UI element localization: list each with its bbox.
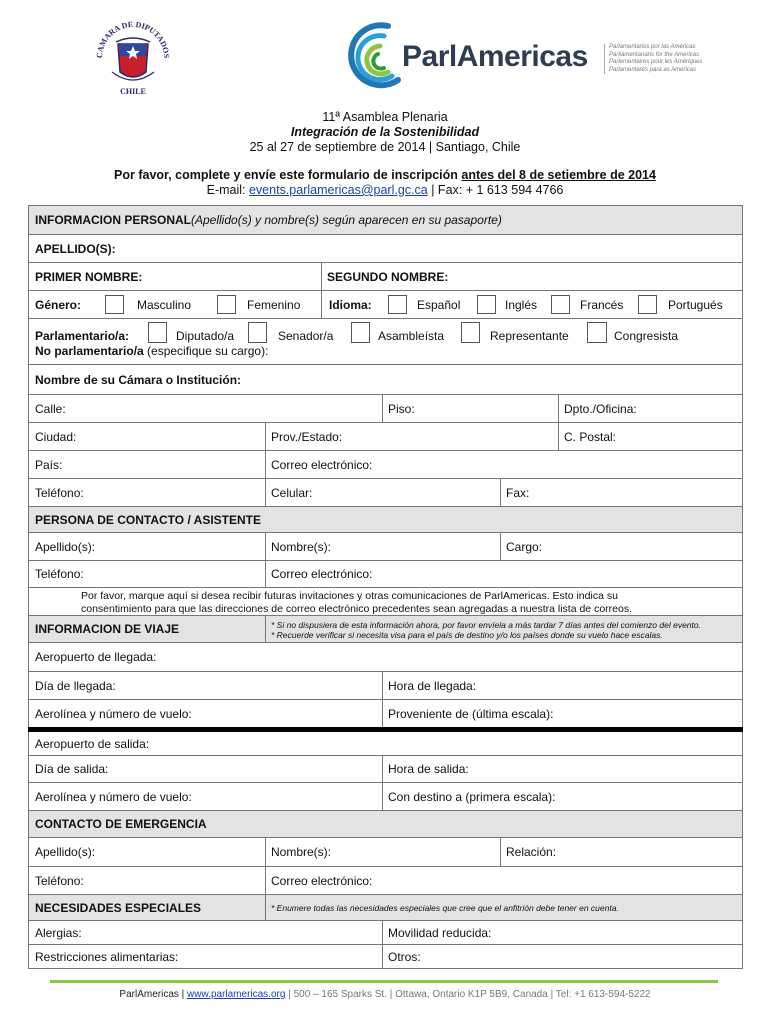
row-ciudad [29,423,742,451]
camara-seal-logo [92,14,174,98]
section-especiales-header: NECESIDADES ESPECIALES * Enumere todas las necesidades especiales que cree que el anfitrión debe tener en cuenta. [29,895,742,921]
seal-country: CHILE [120,87,146,96]
row-apellidos[interactable]: APELLIDO(S): [29,235,742,263]
email-link[interactable]: events.parlamericas@parl.gc.ca [248,183,428,197]
swirl-icon [348,20,404,92]
dia-llegada-field[interactable]: Día de llegada: [35,678,116,693]
section-contacto-header: PERSONA DE CONTACTO / ASISTENTE [29,507,742,533]
section-viaje-header: INFORMACION DE VIAJE * Si no dispusiera de esta información ahora, por favor envíela a más tardar 7 días antes del comienzo del evento. * Recuerde verificar si necesita visa para el país de destino y/o los países donde su vuelo hace escalas. [29,616,742,643]
congresista-checkbox[interactable] [587,322,607,343]
instructions: Por favor, complete y envíe este formulario de inscripción antes del 8 de setiembre de 2014 E-mail: events.parlamericas@parl.gc.ca | Fax: + 1 613 594 4766 [114,168,656,197]
row-aerolinea-llegada [29,700,742,727]
footer: ParlAmericas | www.parlamericas.org | 500 – 165 Sparks St. | Ottawa, Ontario K1P 5B9, Canada | Tel: +1 613-594-5222 [119,989,651,1000]
emergencia-relacion-field[interactable]: Relación: [506,845,557,859]
pais-field[interactable]: País: [35,457,63,472]
row-direccion [29,395,742,423]
destino-field[interactable]: Con destino a (primera escala): [388,789,556,804]
row-salida [29,756,742,783]
postal-field[interactable]: C. Postal: [564,429,617,444]
row-pais [29,451,742,479]
row-aerolinea-salida [29,783,742,811]
row-aeropuerto-salida[interactable]: Aeropuerto de salida: [29,732,742,756]
calle-field[interactable]: Calle: [35,401,66,416]
portugues-checkbox[interactable] [638,295,657,314]
row-contacto-nombre [29,533,742,561]
row-restricciones [29,945,742,968]
especiales-note: * Enumere todas las necesidades especiales que cree que el anfitrión debe tener en cuenta. [271,902,619,913]
event-theme: Integración de la Sostenibilidad [290,125,480,139]
contacto-nombres-field[interactable]: Nombre(s): [271,539,332,554]
section-emergencia-header: CONTACTO DE EMERGENCIA [29,811,742,838]
movilidad-field[interactable]: Movilidad reducida: [388,925,492,940]
proveniente-field[interactable]: Proveniente de (última escala): [388,706,554,721]
contacto-apellidos-field[interactable]: Apellido(s): [35,539,96,554]
alergias-field[interactable]: Alergias: [35,925,82,940]
prov-field[interactable]: Prov./Estado: [271,429,343,444]
restricciones-field[interactable]: Restricciones alimentarias: [35,949,179,964]
row-contacto-telefono [29,561,742,588]
row-emergencia-nombre [29,838,742,867]
row-aeropuerto-llegada[interactable]: Aeropuerto de llegada: [29,643,742,672]
consent-text: Por favor, marque aquí si desea recibir futuras invitaciones y otras comunicaciones de ParlAmericas. Esto indica su consentimiento para que las direcciones de correo electrónico precedentes sean agregadas a nuestra lista de correos. [81,590,632,615]
piso-field[interactable]: Piso: [388,401,415,416]
row-genero-idioma: Género: Masculino Femenino Idioma: Español Inglés Francés Portugués [29,291,742,319]
femenino-checkbox[interactable] [217,295,236,314]
row-telefono [29,479,742,507]
frances-checkbox[interactable] [551,295,570,314]
row-camara[interactable]: Nombre de su Cámara o Institución: [29,365,742,395]
ingles-checkbox[interactable] [477,295,496,314]
diputado-checkbox[interactable] [148,322,167,343]
viaje-notes: * Si no dispusiera de esta información ahora, por favor envíela a más tardar 7 días antes del comienzo del evento. * Recuerde verificar si necesita visa para el país de destino y/o los países donde su vuelo hace escalas. [271,620,701,640]
emergencia-correo-field[interactable]: Correo electrónico: [271,873,373,888]
contacto-telefono-field[interactable]: Teléfono: [35,567,84,581]
website-link[interactable]: www.parlamericas.org [187,989,286,1000]
row-emergencia-telefono [29,867,742,895]
contacto-cargo-field[interactable]: Cargo: [506,539,543,554]
senador-checkbox[interactable] [248,322,267,343]
aerolinea-salida-field[interactable]: Aerolínea y número de vuelo: [35,789,192,804]
section-personal-header: INFORMACION PERSONAL (Apellido(s) y nombre(s) según aparecen en su pasaporte) [29,206,742,235]
registration-form [28,205,743,969]
emergencia-nombres-field[interactable]: Nombre(s): [271,845,332,859]
asambleista-checkbox[interactable] [351,322,370,343]
footer-divider [50,980,718,983]
segundo-nombre-field[interactable]: SEGUNDO NOMBRE: [327,269,449,284]
fax-field[interactable]: Fax: [506,485,530,500]
emergencia-apellidos-field[interactable]: Apellido(s): [35,845,96,859]
correo-field[interactable]: Correo electrónico: [271,457,373,472]
telefono-field[interactable]: Teléfono: [35,485,84,500]
otros-field[interactable]: Otros: [388,949,421,964]
logo-taglines: Parlamentarios por las Américas Parliamentarians for the Americas Parlementaires pour les Amériques Parlamentares para as Americas [604,44,703,74]
event-title [0,110,770,155]
contacto-correo-field[interactable]: Correo electrónico: [271,567,373,581]
emergencia-telefono-field[interactable]: Teléfono: [35,873,84,888]
espanol-checkbox[interactable] [388,295,407,314]
logo-name: ParlAmericas [402,40,588,73]
row-parlamentario: Parlamentario/a: Diputado/a Senador/a Asambleísta Representante Congresista No parlamentario/a (especifique su cargo): [29,319,742,365]
row-consentimiento[interactable] [29,588,742,616]
primer-nombre-field[interactable]: PRIMER NOMBRE: [35,269,143,284]
ciudad-field[interactable]: Ciudad: [35,429,77,444]
hora-llegada-field[interactable]: Hora de llegada: [388,678,477,693]
event-dates: 25 al 27 de septiembre de 2014 | Santiago, Chile [249,140,521,154]
event-assembly: 11ª Asamblea Plenaria [322,110,448,124]
dpto-field[interactable]: Dpto./Oficina: [564,401,637,416]
aerolinea-llegada-field[interactable]: Aerolínea y número de vuelo: [35,706,192,721]
representante-checkbox[interactable] [461,322,480,343]
row-alergias [29,921,742,945]
deadline: antes del 8 de setiembre de 2014 [461,168,656,182]
row-llegada [29,672,742,700]
hora-salida-field[interactable]: Hora de salida: [388,762,469,776]
no-parlamentario-field[interactable]: No parlamentario/a (especifique su cargo): [35,344,269,358]
parlamericas-logo [348,20,720,100]
celular-field[interactable]: Celular: [271,485,313,500]
seal-arc-text: CAMARA DE DIPUTADOS [94,19,172,59]
masculino-checkbox[interactable] [105,295,124,314]
dia-salida-field[interactable]: Día de salida: [35,762,109,776]
row-nombres[interactable] [29,263,742,291]
